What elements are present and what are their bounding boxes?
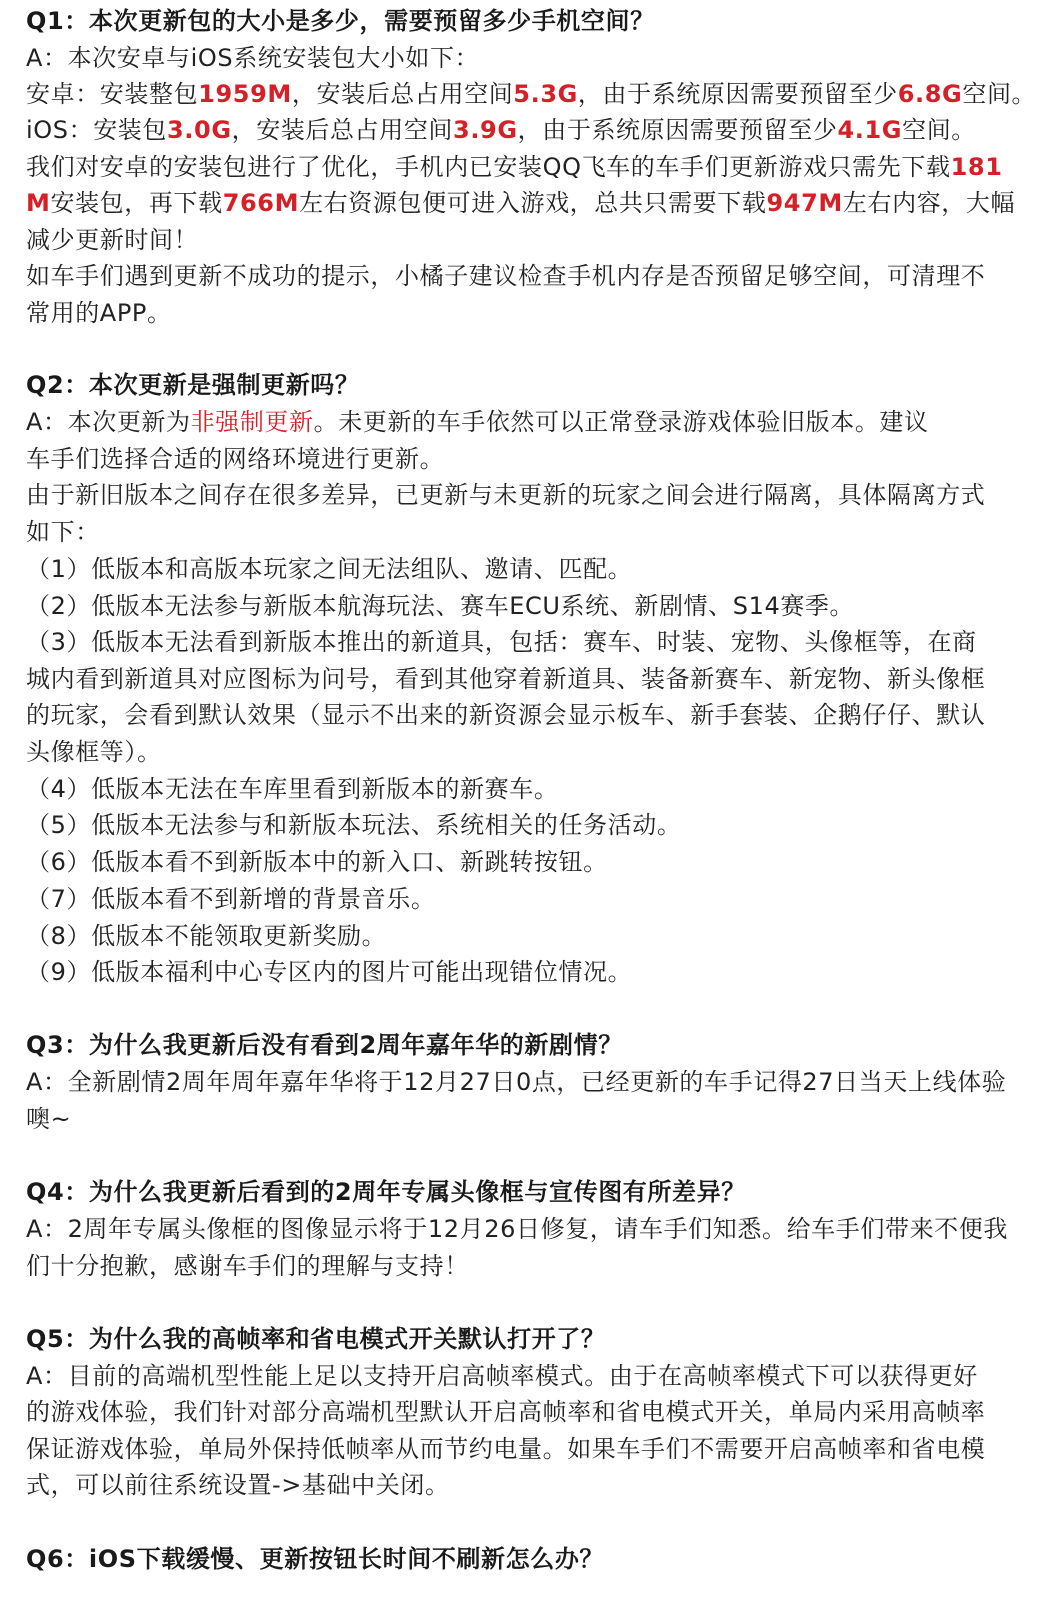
list-item: 城内看到新道具对应图标为问号，看到其他穿着新道具、装备新赛车、新宠物、新头像框: [26, 665, 986, 693]
q1-title: Q1：本次更新包的大小是多少，需要预留多少手机空间？: [26, 7, 655, 35]
highlight-value: 4.1G: [837, 116, 903, 144]
q1-line: 常用的APP。: [26, 299, 172, 327]
q4-line: 们十分抱歉，感谢车手们的理解与支持！: [26, 1252, 469, 1280]
q4-line: A：2周年专属头像框的图像显示将于12月26日修复，请车手们知悉。给车手们带来不便我: [26, 1215, 1008, 1243]
q4-title: Q4：为什么我更新后看到的2周年专属头像框与宣传图有所差异？: [26, 1178, 746, 1206]
q1-line: A：本次安卓与iOS系统安装包大小如下：: [26, 44, 480, 72]
q2-line: 由于新旧版本之间存在很多差异，已更新与未更新的玩家之间会进行隔离，具体隔离方式: [26, 481, 986, 509]
highlight-value: 3.0G: [167, 116, 232, 144]
q5-line: A：目前的高端机型性能上足以支持开启高帧率模式。由于在高帧率模式下可以获得更好: [26, 1362, 978, 1390]
q5-line: 式，可以前往系统设置->基础中关闭。: [26, 1471, 450, 1499]
list-item: （3）低版本无法看到新版本推出的新道具，包括：赛车、时装、宠物、头像框等，在商: [26, 628, 977, 656]
highlight-value: 非强制更新: [190, 408, 314, 436]
q1-line: 如车手们遇到更新不成功的提示，小橘子建议检查手机内存是否预留足够空间，可清理不: [26, 262, 986, 290]
list-item: 头像框等）。: [26, 738, 162, 766]
highlight-value: 6.8G: [897, 80, 963, 108]
q6-title: Q6：iOS下载缓慢、更新按钮长时间不刷新怎么办？: [26, 1545, 605, 1573]
q2-line: 如下：: [26, 518, 100, 546]
list-item: （2）低版本无法参与新版本航海玩法、赛车ECU系统、新剧情、S14赛季。: [26, 592, 855, 620]
list-item: （7）低版本看不到新增的背景音乐。: [26, 885, 436, 913]
q1-ios-line: iOS：安装包3.0G，安装后总占用空间3.9G，由于系统原因需要预留至少4.1G空间。: [26, 116, 976, 144]
list-item: （9）低版本福利中心专区内的图片可能出现错位情况。: [26, 958, 633, 986]
q5-line: 的游戏体验，我们针对部分高端机型默认开启高帧率和省电模式开关，单局内采用高帧率: [26, 1398, 986, 1426]
list-item: （1）低版本和高版本玩家之间无法组队、邀请、匹配。: [26, 555, 633, 583]
highlight-value: 5.3G: [513, 80, 578, 108]
q3-line: 噢~: [26, 1105, 72, 1133]
q1-line: M安装包，再下载766M左右资源包便可进入游戏，总共只需要下载947M左右内容，大幅: [26, 189, 1016, 217]
highlight-value: 181: [950, 153, 1003, 181]
list-item: （6）低版本看不到新版本中的新入口、新跳转按钮。: [26, 848, 608, 876]
highlight-value: 947M: [766, 189, 843, 217]
highlight-value: 1959M: [198, 80, 292, 108]
list-item: （8）低版本不能领取更新奖励。: [26, 922, 387, 950]
highlight-value: 3.9G: [453, 116, 518, 144]
highlight-value: 766M: [222, 189, 300, 217]
q2-line: 车手们选择合适的网络环境进行更新。: [26, 445, 445, 473]
list-item: （4）低版本无法在车库里看到新版本的新赛车。: [26, 775, 559, 803]
q1-line: 我们对安卓的安装包进行了优化，手机内已安装QQ飞车的车手们更新游戏只需先下载181: [26, 153, 1003, 181]
q2-line: A：本次更新为非强制更新。未更新的车手依然可以正常登录游戏体验旧版本。建议: [26, 408, 929, 436]
highlight-value: M: [26, 189, 51, 217]
q5-title: Q5：为什么我的高帧率和省电模式开关默认打开了？: [26, 1325, 606, 1353]
q5-line: 保证游戏体验，单局外保持低帧率从而节约电量。如果车手们不需要开启高帧率和省电模: [26, 1435, 986, 1463]
q3-line: A：全新剧情2周年周年嘉年华将于12月27日0点，已经更新的车手记得27日当天上线体验: [26, 1068, 1007, 1096]
q3-title: Q3：为什么我更新后没有看到2周年嘉年华的新剧情？: [26, 1031, 623, 1059]
list-item: （5）低版本无法参与和新版本玩法、系统相关的任务活动。: [26, 811, 682, 839]
list-item: 的玩家，会看到默认效果（显示不出来的新资源会显示板车、新手套装、企鹅仔仔、默认: [26, 701, 986, 729]
q2-title: Q2：本次更新是强制更新吗？: [26, 371, 360, 399]
q1-android-line: 安卓：安装整包1959M，安装后总占用空间5.3G，由于系统原因需要预留至少6.8G空间。: [26, 80, 1037, 108]
q1-line: 减少更新时间！: [26, 226, 199, 254]
